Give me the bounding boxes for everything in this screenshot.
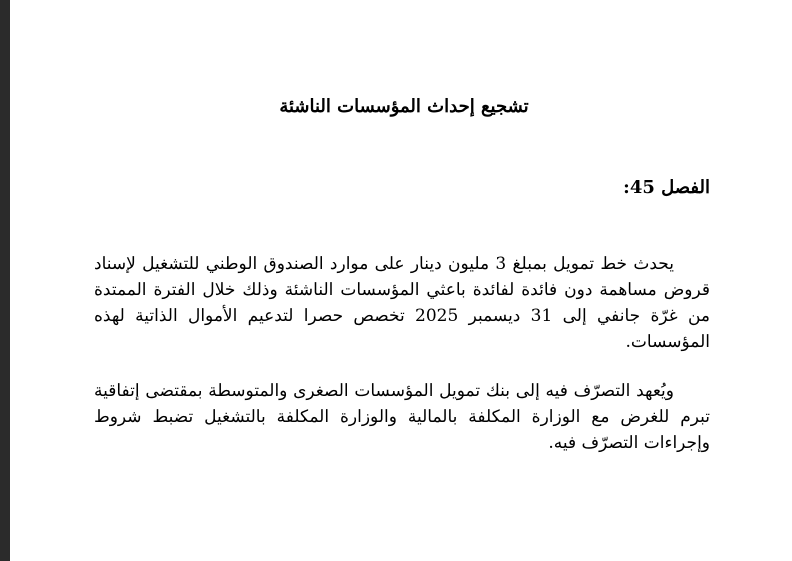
document-title: تشجيع إحداث المؤسسات الناشئة	[279, 96, 529, 117]
window-left-edge	[0, 0, 10, 561]
paragraph-2: ويُعهد التصرّف فيه إلى بنك تمويل المؤسسات الصغرى والمتوسطة بمقتضى إتفاقية تبرم للغرض مع الوزارة المكلفة بالمالية والوزارة المكلفة بالتشغيل تضبط شروط وإجراءات التصرّف فيه.	[94, 381, 710, 453]
document-content	[94, 0, 714, 561]
paragraph-1: يحدث خط تمويل بمبلغ 3 مليون دينار على موارد الصندوق الوطني للتشغيل لإسناد قروض مساهمة دون فائدة لفائدة باعثي المؤسسات الناشئة وذلك خلال الفترة الممتدة من غرّة جانفي إلى 31 ديسمبر 2025 تخصص حصرا لتدعيم الأموال الذاتية لهذه المؤسسات.	[94, 254, 710, 352]
section-heading: الفصل 45:	[623, 177, 710, 198]
